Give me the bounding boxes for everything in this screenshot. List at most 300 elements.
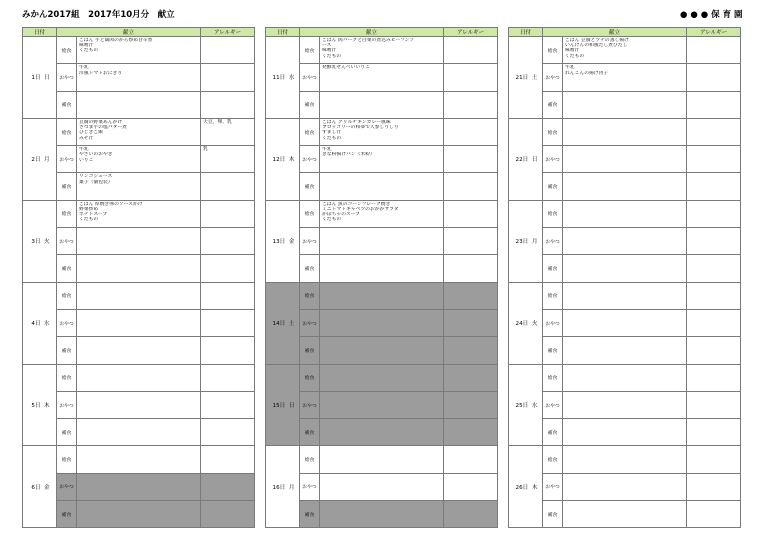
meal-row [23, 309, 255, 336]
meal-type-lunch: 給食 [543, 118, 563, 145]
menu-column-header: 献立 [57, 28, 201, 37]
weekday: 土 [288, 321, 295, 328]
menu-cell [77, 200, 201, 227]
meal-type-supplement: 補食 [543, 255, 563, 282]
weekday: 火 [44, 239, 50, 246]
menu-cell [77, 146, 201, 173]
date-column-header: 日付 [266, 28, 300, 37]
meal-type-snack: おやつ [543, 146, 563, 173]
menu-cell [320, 309, 444, 336]
day-cell [23, 364, 57, 446]
menu-cell [77, 446, 201, 473]
meal-type-supplement: 補食 [543, 91, 563, 118]
meal-type-snack: おやつ [300, 309, 320, 336]
allergy-cell [201, 228, 255, 255]
meal-type-snack: おやつ [543, 309, 563, 336]
meal-row [23, 501, 255, 528]
allergy-cell [201, 501, 255, 528]
menu-line: れんこんの揚げ団子 [565, 70, 609, 76]
day-cell [266, 282, 300, 364]
day-number: 22日 [515, 157, 529, 164]
menu-line: くだもの [79, 48, 99, 54]
weekday: 水 [531, 403, 538, 409]
menu-cell [77, 37, 201, 64]
meal-row [266, 64, 498, 91]
column-header-row [266, 28, 498, 37]
menu-cell [563, 200, 687, 227]
allergy-cell [444, 501, 498, 528]
menu-cell [563, 446, 687, 473]
allergy-cell [201, 473, 255, 500]
meal-row [509, 255, 741, 282]
menu-line: いんげんの和風だし煮びたし [565, 43, 628, 49]
menu-line: 味噌汁 [565, 48, 580, 54]
menu-line: 味噌汁 [322, 48, 337, 54]
meal-type-supplement: 補食 [300, 501, 320, 528]
menu-line: いりこ [79, 157, 94, 163]
day-number: 13日 [272, 239, 286, 246]
meal-type-supplement: 補食 [57, 337, 77, 364]
menu-line: 豆腐の野菜あんかけ [79, 119, 123, 125]
menu-cell [77, 228, 201, 255]
meal-type-supplement: 補食 [57, 173, 77, 200]
day-cell [266, 364, 300, 446]
menu-line: ごはん 肉バーグと白菜の煮込みビーフンソ [322, 38, 415, 43]
meal-type-snack: おやつ [57, 391, 77, 418]
allergy-cell: 大豆、卵、乳 [201, 118, 255, 145]
menu-cell [563, 146, 687, 173]
menu-cell [77, 473, 201, 500]
meal-row [266, 37, 498, 64]
allergy-cell [444, 309, 498, 336]
allergy-cell [201, 200, 255, 227]
allergy-cell [201, 391, 255, 418]
allergy-cell [201, 255, 255, 282]
meal-type-lunch: 給食 [543, 200, 563, 227]
meal-type-snack: おやつ [57, 64, 77, 91]
meal-row [23, 173, 255, 200]
allergy-cell [687, 419, 741, 446]
menu-cell [320, 473, 444, 500]
menu-cell [77, 173, 201, 200]
meal-type-snack: おやつ [543, 473, 563, 500]
meal-type-supplement: 補食 [300, 173, 320, 200]
meal-type-snack: おやつ [543, 391, 563, 418]
meal-row [266, 173, 498, 200]
allergy-cell [201, 91, 255, 118]
allergy-cell [687, 118, 741, 145]
meal-row [23, 473, 255, 500]
menu-cell [77, 391, 201, 418]
menu-cell [563, 282, 687, 309]
day-cell [23, 118, 57, 200]
allergy-cell [687, 200, 741, 227]
day-cell [266, 37, 300, 119]
meal-row [23, 64, 255, 91]
meal-row [509, 473, 741, 500]
meal-row [509, 501, 741, 528]
allergy-cell [201, 309, 255, 336]
allergy-cell [444, 173, 498, 200]
menu-cell [77, 501, 201, 528]
meal-row [509, 200, 741, 227]
menu-cell [77, 64, 201, 91]
menu-line: くだもの [322, 135, 342, 141]
allergy-cell [444, 118, 498, 145]
menu-cell [320, 501, 444, 528]
meal-row [23, 91, 255, 118]
menu-line: くだもの [322, 217, 342, 223]
allergy-column-header: アレルギー [444, 28, 498, 37]
menu-cell [320, 64, 444, 91]
day-number: 12日 [272, 157, 286, 164]
meal-row [266, 391, 498, 418]
allergy-cell [444, 200, 498, 227]
meal-type-supplement: 補食 [300, 255, 320, 282]
allergy-cell [687, 228, 741, 255]
meal-row [23, 37, 255, 64]
meal-row [266, 200, 498, 227]
meal-type-supplement: 補食 [300, 91, 320, 118]
menu-line: 野菜炒め [79, 206, 99, 212]
weekday: 月 [288, 484, 295, 491]
allergy-cell [444, 255, 498, 282]
meal-row [23, 391, 255, 418]
menu-line: かぼちゃのスープ [322, 212, 360, 218]
day-number: 6日 [31, 484, 41, 491]
allergy-cell [687, 64, 741, 91]
menu-line: ごはん 厚焼き卵のソースかけ [79, 201, 143, 207]
meal-row [23, 200, 255, 227]
weekday: 木 [531, 484, 538, 491]
meal-type-lunch: 給食 [57, 446, 77, 473]
menu-line: 菓子（個包装） [79, 179, 113, 185]
menu-line: すまし汁 [322, 130, 342, 136]
menu-line: ごはん 魚のコーンフレーク焼き [322, 201, 391, 207]
menu-line: 味噌汁 [79, 43, 94, 49]
menu-cell [320, 391, 444, 418]
day-number: 5日 [31, 403, 41, 409]
meal-row [509, 173, 741, 200]
menu-line: ひじきご飯 [79, 130, 103, 136]
menu-line: ース [322, 43, 332, 49]
allergy-cell [201, 419, 255, 446]
meal-row [266, 146, 498, 173]
menu-line: くだもの [322, 53, 342, 59]
meal-row [509, 146, 741, 173]
menu-cell [77, 118, 201, 145]
column-header-row [23, 28, 255, 37]
menu-cell [320, 228, 444, 255]
allergy-cell [444, 419, 498, 446]
allergy-cell [687, 364, 741, 391]
allergy-cell [687, 173, 741, 200]
allergy-cell [687, 473, 741, 500]
menu-line: 牛乳 [79, 65, 89, 71]
allergy-cell [687, 146, 741, 173]
menu-line: 洋風トマトおにぎり [79, 70, 123, 76]
menu-cell [563, 91, 687, 118]
allergy-cell [687, 309, 741, 336]
column-header-row [509, 28, 741, 37]
meal-row [23, 282, 255, 309]
meal-type-snack: おやつ [543, 64, 563, 91]
menu-cell [320, 91, 444, 118]
meal-row [509, 309, 741, 336]
meal-row [266, 473, 498, 500]
meal-type-supplement: 補食 [57, 419, 77, 446]
meal-type-supplement: 補食 [57, 91, 77, 118]
meal-row [266, 446, 498, 473]
allergy-cell [687, 501, 741, 528]
allergy-cell [201, 282, 255, 309]
allergy-cell [687, 91, 741, 118]
menu-cell [320, 364, 444, 391]
menu-table-1 [22, 27, 255, 528]
meal-type-snack: おやつ [300, 391, 320, 418]
weekday: 日 [44, 75, 50, 82]
menu-cell [77, 419, 201, 446]
weekday: 月 [531, 239, 538, 246]
meal-type-supplement: 補食 [543, 337, 563, 364]
meal-type-supplement: 補食 [57, 501, 77, 528]
menu-cell [77, 337, 201, 364]
menu-cell [563, 364, 687, 391]
allergy-cell [444, 146, 498, 173]
weekday: 火 [531, 321, 538, 328]
day-number: 24日 [515, 321, 529, 328]
weekday: 水 [288, 75, 295, 82]
meal-type-supplement: 補食 [543, 173, 563, 200]
meal-row [266, 309, 498, 336]
meal-row [266, 118, 498, 145]
menu-cell [77, 364, 201, 391]
menu-table-2 [265, 27, 498, 528]
allergy-cell [444, 228, 498, 255]
meal-row [509, 64, 741, 91]
day-cell [509, 200, 543, 282]
menu-cell [320, 255, 444, 282]
meal-type-lunch: 給食 [57, 118, 77, 145]
day-cell [509, 446, 543, 528]
menu-cell [563, 391, 687, 418]
meal-row [266, 364, 498, 391]
weekday: 土 [531, 75, 538, 82]
meal-type-snack: おやつ [300, 473, 320, 500]
allergy-cell [201, 337, 255, 364]
day-number: 23日 [515, 239, 529, 246]
day-number: 1日 [31, 75, 41, 82]
meal-type-snack: おやつ [57, 309, 77, 336]
allergy-cell [201, 446, 255, 473]
meal-row [509, 391, 741, 418]
menu-column-header: 献立 [300, 28, 444, 37]
menu-line: 牛乳 [565, 65, 575, 71]
day-cell [266, 118, 300, 200]
menu-line: 牛乳 [322, 147, 332, 153]
menu-line: くだもの [565, 53, 585, 59]
meal-type-lunch: 給食 [300, 118, 320, 145]
meal-row [509, 419, 741, 446]
menu-cell [563, 309, 687, 336]
menu-line: ごはん 豆腐とツナの蒸し揚げ [565, 38, 629, 43]
allergy-cell [687, 282, 741, 309]
allergy-cell [687, 337, 741, 364]
meal-type-snack: おやつ [57, 473, 77, 500]
allergy-cell [687, 446, 741, 473]
day-cell [266, 446, 300, 528]
menu-column-header: 献立 [543, 28, 687, 37]
meal-row [266, 228, 498, 255]
meal-row [23, 118, 255, 145]
meal-type-lunch: 給食 [543, 364, 563, 391]
allergy-cell [444, 473, 498, 500]
menu-cell [320, 118, 444, 145]
day-cell [23, 446, 57, 528]
meal-type-lunch: 給食 [543, 446, 563, 473]
menu-cell [320, 282, 444, 309]
meal-row [23, 446, 255, 473]
meal-type-supplement: 補食 [300, 419, 320, 446]
allergy-column-header: アレルギー [687, 28, 741, 37]
menu-cell [77, 255, 201, 282]
menu-cell [320, 37, 444, 64]
meal-type-supplement: 補食 [57, 255, 77, 282]
meal-row [266, 419, 498, 446]
menu-line: ごはん 芋と鶏肉のから炒め甘辛煮 [79, 38, 153, 43]
allergy-cell [687, 37, 741, 64]
allergy-column-header: アレルギー [201, 28, 255, 37]
menu-line: ブロッコリーの和ゆで人参しりしり [322, 125, 399, 131]
meal-type-snack: おやつ [57, 228, 77, 255]
meal-row [509, 446, 741, 473]
menu-cell [320, 337, 444, 364]
allergy-cell [201, 64, 255, 91]
menu-line: ごはん グリルチキンカレー風味 [322, 119, 391, 125]
menu-cell [320, 146, 444, 173]
meal-row [509, 118, 741, 145]
menu-cell [563, 173, 687, 200]
menu-cell [320, 173, 444, 200]
meal-type-lunch: 給食 [300, 446, 320, 473]
day-cell [509, 364, 543, 446]
meal-type-lunch: 給食 [57, 200, 77, 227]
meal-row [509, 282, 741, 309]
meal-row [509, 337, 741, 364]
menu-cell [563, 37, 687, 64]
meal-type-lunch: 給食 [300, 200, 320, 227]
meal-row [509, 364, 741, 391]
allergy-cell [444, 91, 498, 118]
meal-row [509, 91, 741, 118]
meal-row [266, 282, 498, 309]
menu-cell [563, 501, 687, 528]
menu-line: くだもの [79, 217, 99, 223]
allergy-cell [444, 37, 498, 64]
day-number: 26日 [515, 484, 529, 491]
meal-type-snack: おやつ [300, 228, 320, 255]
menu-cell [320, 200, 444, 227]
allergy-cell [201, 364, 255, 391]
meal-type-snack: おやつ [300, 64, 320, 91]
meal-row [23, 146, 255, 173]
day-cell [509, 282, 543, 364]
menu-cell [320, 419, 444, 446]
allergy-cell [444, 337, 498, 364]
day-number: 2日 [31, 157, 41, 164]
meal-row [23, 364, 255, 391]
menu-title: みかん2017組 2017年10月分 献立 [22, 10, 175, 20]
menu-cell [320, 446, 444, 473]
meal-type-supplement: 補食 [300, 337, 320, 364]
menu-cell [77, 91, 201, 118]
meal-row [23, 255, 255, 282]
date-column-header: 日付 [509, 28, 543, 37]
meal-type-lunch: 給食 [543, 282, 563, 309]
allergy-cell [201, 173, 255, 200]
meal-row [23, 419, 255, 446]
weekday: 金 [288, 239, 295, 246]
meal-type-supplement: 補食 [543, 419, 563, 446]
meal-type-snack: おやつ [57, 146, 77, 173]
weekday: 月 [44, 157, 50, 164]
day-number: 11日 [272, 75, 286, 82]
meal-type-lunch: 給食 [57, 364, 77, 391]
meal-type-supplement: 補食 [543, 501, 563, 528]
menu-cell [77, 309, 201, 336]
day-cell [23, 200, 57, 282]
meal-type-lunch: 給食 [57, 282, 77, 309]
menu-line: 牛乳 [79, 147, 89, 153]
menu-line: みそ汁 [79, 135, 94, 141]
menu-line: きな粉揚げパン（米粉） [322, 152, 375, 158]
allergy-cell [444, 364, 498, 391]
menu-line: ポテトスープ [79, 212, 108, 218]
meal-row [23, 337, 255, 364]
weekday: 日 [531, 157, 538, 164]
day-number: 4日 [31, 321, 41, 328]
allergy-cell [687, 391, 741, 418]
menu-line: やさいのおやき [79, 152, 113, 158]
meal-type-lunch: 給食 [300, 282, 320, 309]
meal-row [266, 255, 498, 282]
allergy-cell [444, 282, 498, 309]
meal-row [23, 228, 255, 255]
menu-cell [563, 255, 687, 282]
allergy-cell [201, 37, 255, 64]
day-cell [23, 282, 57, 364]
weekday: 木 [288, 157, 295, 164]
meal-type-snack: おやつ [543, 228, 563, 255]
day-cell [23, 37, 57, 119]
allergy-cell [444, 446, 498, 473]
day-number: 3日 [31, 239, 41, 246]
menu-cell [563, 419, 687, 446]
menu-cell [563, 64, 687, 91]
menu-cell [563, 228, 687, 255]
day-number: 15日 [272, 403, 286, 409]
menu-cell [563, 473, 687, 500]
meal-row [509, 37, 741, 64]
weekday: 木 [44, 403, 50, 409]
meal-type-lunch: 給食 [57, 37, 77, 64]
weekday: 水 [44, 321, 50, 328]
allergy-cell [444, 391, 498, 418]
menu-line: さつま芋の塩バター煮 [79, 125, 127, 131]
menu-cell [563, 118, 687, 145]
meal-row [266, 337, 498, 364]
meal-row [266, 501, 498, 528]
